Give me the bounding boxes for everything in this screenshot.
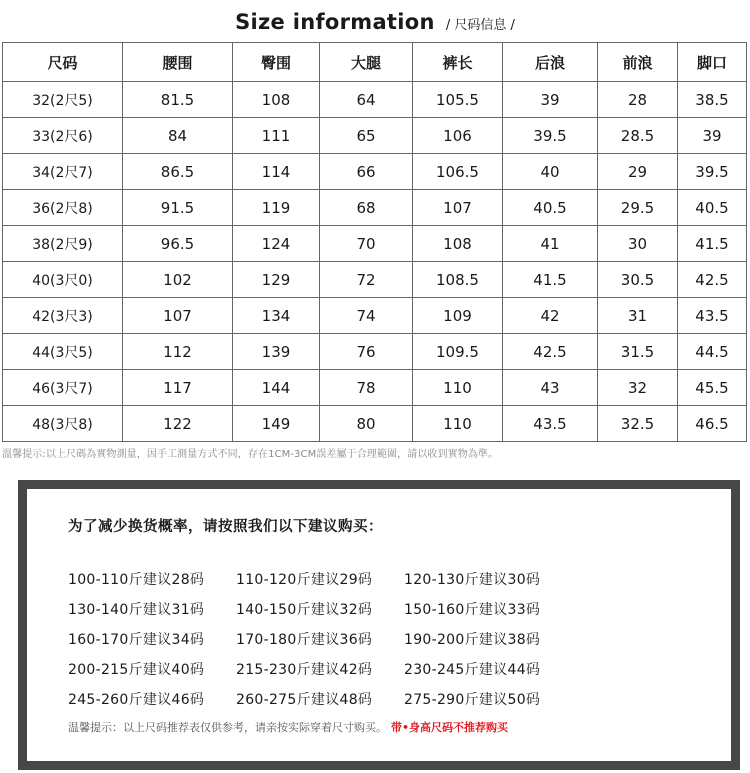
measure-cell: 43.5 — [678, 298, 747, 334]
measure-cell: 108.5 — [413, 262, 503, 298]
table-body — [3, 82, 747, 442]
suggestion-item: 245-260斤建议46码 — [68, 692, 205, 708]
measure-cell: 78 — [320, 370, 413, 406]
size-cell: 46(3尺7) — [3, 370, 123, 406]
table-row — [3, 298, 747, 334]
table-row — [3, 82, 747, 118]
table-row — [3, 226, 747, 262]
measure-cell: 109.5 — [413, 334, 503, 370]
measure-cell: 107 — [123, 298, 233, 334]
size-cell: 42(3尺3) — [3, 298, 123, 334]
table-row — [3, 190, 747, 226]
measure-cell: 124 — [233, 226, 320, 262]
measure-cell: 105.5 — [413, 82, 503, 118]
measure-cell: 129 — [233, 262, 320, 298]
measure-cell: 108 — [233, 82, 320, 118]
measure-cell: 102 — [123, 262, 233, 298]
measure-cell: 41.5 — [678, 226, 747, 262]
measure-cell: 86.5 — [123, 154, 233, 190]
measurement-note: 溫馨提示:以上尺碼為實物測量，因手工測量方式不同，存在1CM-3CM誤差屬于合理範圍，請以收到實物為準。 — [2, 449, 499, 460]
measure-cell: 39 — [503, 82, 598, 118]
measure-cell: 112 — [123, 334, 233, 370]
measure-cell: 80 — [320, 406, 413, 442]
column-header: 腰围 — [123, 43, 233, 82]
measure-cell: 149 — [233, 406, 320, 442]
measure-cell: 30.5 — [598, 262, 678, 298]
measure-cell: 122 — [123, 406, 233, 442]
measure-cell: 40.5 — [678, 190, 747, 226]
column-header: 脚口 — [678, 43, 747, 82]
measure-cell: 117 — [123, 370, 233, 406]
measure-cell: 28 — [598, 82, 678, 118]
size-cell: 32(2尺5) — [3, 82, 123, 118]
title-bar — [0, 10, 750, 34]
table-row — [3, 262, 747, 298]
measure-cell: 42.5 — [503, 334, 598, 370]
column-header: 后浪 — [503, 43, 598, 82]
column-header: 裤长 — [413, 43, 503, 82]
suggestion-heading: 为了减少换货概率，请按照我们以下建议购买： — [68, 519, 383, 535]
suggestion-item: 100-110斤建议28码 — [68, 572, 205, 588]
suggestion-note-text: 温馨提示：以上尺码推荐表仅供参考，请亲按实际穿着尺寸购买。 — [68, 721, 387, 734]
suggestion-item: 140-150斤建议32码 — [236, 602, 373, 618]
measure-cell: 91.5 — [123, 190, 233, 226]
table-row — [3, 118, 747, 154]
measure-cell: 74 — [320, 298, 413, 334]
suggestion-item: 160-170斤建议34码 — [68, 632, 205, 648]
suggestion-item: 130-140斤建议31码 — [68, 602, 205, 618]
measure-cell: 39.5 — [678, 154, 747, 190]
measure-cell: 29.5 — [598, 190, 678, 226]
measure-cell: 84 — [123, 118, 233, 154]
measure-cell: 31.5 — [598, 334, 678, 370]
measure-cell: 109 — [413, 298, 503, 334]
size-cell: 34(2尺7) — [3, 154, 123, 190]
size-cell: 36(2尺8) — [3, 190, 123, 226]
measure-cell: 134 — [233, 298, 320, 334]
table-row — [3, 406, 747, 442]
measure-cell: 66 — [320, 154, 413, 190]
suggestion-item: 230-245斤建议44码 — [404, 662, 541, 678]
measure-cell: 72 — [320, 262, 413, 298]
column-header: 臀围 — [233, 43, 320, 82]
measure-cell: 106.5 — [413, 154, 503, 190]
measure-cell: 114 — [233, 154, 320, 190]
size-cell: 38(2尺9) — [3, 226, 123, 262]
measure-cell: 40 — [503, 154, 598, 190]
column-header: 尺码 — [3, 43, 123, 82]
measure-cell: 108 — [413, 226, 503, 262]
table-row — [3, 370, 747, 406]
measure-cell: 42 — [503, 298, 598, 334]
measure-cell: 106 — [413, 118, 503, 154]
measure-cell: 44.5 — [678, 334, 747, 370]
measure-cell: 31 — [598, 298, 678, 334]
size-table — [2, 42, 747, 442]
suggestion-item: 215-230斤建议42码 — [236, 662, 373, 678]
measure-cell: 45.5 — [678, 370, 747, 406]
measure-cell: 81.5 — [123, 82, 233, 118]
measure-cell: 39.5 — [503, 118, 598, 154]
measure-cell: 70 — [320, 226, 413, 262]
measure-cell: 139 — [233, 334, 320, 370]
size-cell: 33(2尺6) — [3, 118, 123, 154]
size-cell: 44(3尺5) — [3, 334, 123, 370]
measure-cell: 107 — [413, 190, 503, 226]
measure-cell: 32 — [598, 370, 678, 406]
measure-cell: 42.5 — [678, 262, 747, 298]
suggestion-item: 120-130斤建议30码 — [404, 572, 541, 588]
table-row — [3, 334, 747, 370]
column-header: 大腿 — [320, 43, 413, 82]
column-header: 前浪 — [598, 43, 678, 82]
suggestion-item: 170-180斤建议36码 — [236, 632, 373, 648]
suggestion-note — [68, 719, 508, 735]
page-title: Size information — [235, 10, 435, 34]
measure-cell: 32.5 — [598, 406, 678, 442]
measure-cell: 43.5 — [503, 406, 598, 442]
measure-cell: 29 — [598, 154, 678, 190]
size-cell: 48(3尺8) — [3, 406, 123, 442]
measure-cell: 64 — [320, 82, 413, 118]
measure-cell: 40.5 — [503, 190, 598, 226]
suggestion-item: 150-160斤建议33码 — [404, 602, 541, 618]
measure-cell: 65 — [320, 118, 413, 154]
measure-cell: 28.5 — [598, 118, 678, 154]
measure-cell: 119 — [233, 190, 320, 226]
measure-cell: 76 — [320, 334, 413, 370]
measure-cell: 111 — [233, 118, 320, 154]
measure-cell: 43 — [503, 370, 598, 406]
page-subtitle: / 尺码信息 / — [445, 18, 515, 33]
measure-cell: 110 — [413, 370, 503, 406]
suggestion-item: 200-215斤建议40码 — [68, 662, 205, 678]
measure-cell: 96.5 — [123, 226, 233, 262]
suggestion-panel — [18, 480, 740, 770]
measure-cell: 68 — [320, 190, 413, 226]
suggestion-warning: 带•身高尺码不推荐购买 — [391, 721, 509, 734]
measure-cell: 39 — [678, 118, 747, 154]
suggestion-item: 190-200斤建议38码 — [404, 632, 541, 648]
table-row — [3, 154, 747, 190]
measure-cell: 144 — [233, 370, 320, 406]
measure-cell: 41 — [503, 226, 598, 262]
measure-cell: 41.5 — [503, 262, 598, 298]
measure-cell: 46.5 — [678, 406, 747, 442]
table-header-row — [3, 43, 747, 82]
measure-cell: 30 — [598, 226, 678, 262]
size-cell: 40(3尺0) — [3, 262, 123, 298]
measure-cell: 38.5 — [678, 82, 747, 118]
suggestion-item: 260-275斤建议48码 — [236, 692, 373, 708]
suggestion-item: 275-290斤建议50码 — [404, 692, 541, 708]
suggestion-item: 110-120斤建议29码 — [236, 572, 373, 588]
measure-cell: 110 — [413, 406, 503, 442]
